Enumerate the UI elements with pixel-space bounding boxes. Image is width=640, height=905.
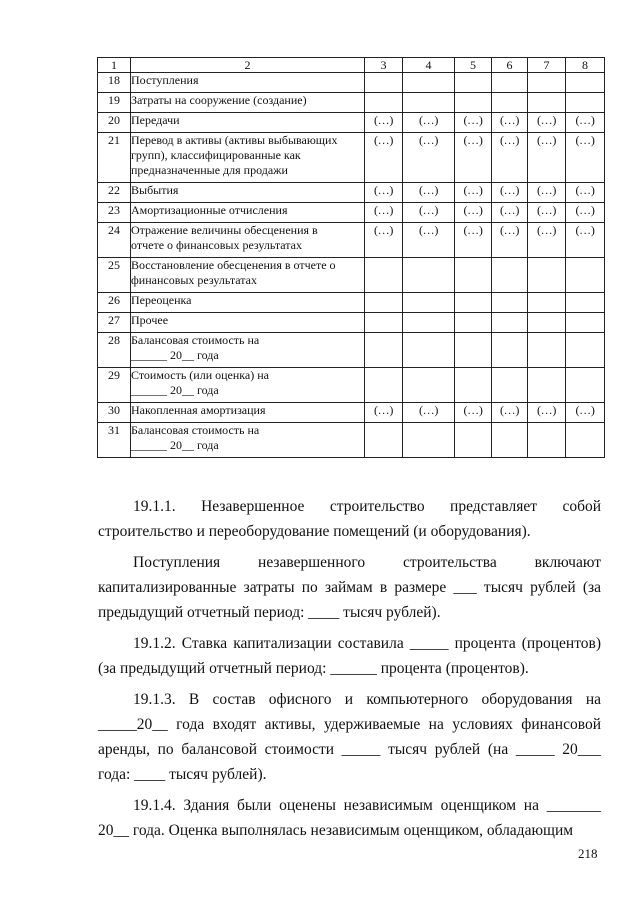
row-number: 27 [98,313,131,333]
value-cell [528,258,566,293]
value-cell: (…) [492,133,528,183]
value-cell: (…) [403,203,455,223]
value-cell: (…) [455,203,492,223]
value-cell [403,293,455,313]
table-row [98,368,605,403]
value-cell: (…) [566,223,605,258]
value-cell [365,258,403,293]
row-label [131,403,365,423]
row-label-line: Выбытия [131,183,179,197]
row-number: 31 [98,423,131,458]
paragraph-19-1-3: 19.1.3. В состав офисного и компьютерного оборудования на _____20__ года входят активы, удерживаемые на условиях финансовой аренды, по балансовой стоимости _____ тысяч рублей (на _____ 20___ года: ____ тысяч рублей). [98,691,601,783]
table-row [98,203,605,223]
value-cell [365,368,403,403]
value-cell: (…) [566,113,605,133]
value-cell [455,368,492,403]
value-cell [492,293,528,313]
value-cell: (…) [528,113,566,133]
value-cell [492,313,528,333]
value-cell [403,333,455,368]
column-header: 1 [98,58,131,73]
value-cell [455,313,492,333]
row-number: 26 [98,293,131,313]
row-number: 30 [98,403,131,423]
value-cell: (…) [566,133,605,183]
value-cell: (…) [403,183,455,203]
value-cell [528,313,566,333]
value-cell: (…) [403,133,455,183]
row-label-line: Перевод в активы (активы выбывающих [131,133,338,147]
row-label-line: ______ 20__ года [131,348,219,362]
value-cell: (…) [365,133,403,183]
value-cell: (…) [455,113,492,133]
value-cell [365,73,403,93]
row-number: 21 [98,133,131,183]
value-cell: (…) [403,223,455,258]
value-cell [528,333,566,368]
value-cell: (…) [365,403,403,423]
table-row [98,258,605,293]
value-cell: (…) [403,403,455,423]
value-cell: (…) [455,183,492,203]
value-cell [528,73,566,93]
row-number: 29 [98,368,131,403]
row-label [131,313,365,333]
row-label [131,203,365,223]
column-header: 6 [492,58,528,73]
value-cell: (…) [528,203,566,223]
value-cell [365,93,403,113]
value-cell [365,333,403,368]
row-label-line: Отражение величины обесценения в [131,223,318,237]
value-cell: (…) [365,223,403,258]
value-cell: (…) [365,183,403,203]
column-header: 4 [403,58,455,73]
row-label-line: отчете о финансовых результатах [131,238,302,252]
body-text [98,494,601,843]
table-row [98,313,605,333]
value-cell [403,73,455,93]
value-cell: (…) [528,183,566,203]
paragraph-19-1-2: 19.1.2. Ставка капитализации составила _____ процента (процентов) (за предыдущий отчетный период: ______ процента (процентов). [98,635,601,677]
value-cell [528,293,566,313]
value-cell [365,293,403,313]
column-header: 2 [131,58,365,73]
row-label-line: финансовых результатах [131,273,257,287]
column-header: 7 [528,58,566,73]
row-label-line: Переоценка [131,293,192,307]
column-header: 8 [566,58,605,73]
value-cell [455,333,492,368]
value-cell: (…) [528,403,566,423]
value-cell: (…) [492,223,528,258]
row-label-line: групп), классифицированные как [131,148,301,162]
value-cell: (…) [455,133,492,183]
row-label-line: ______ 20__ года [131,438,219,452]
value-cell: (…) [492,183,528,203]
table-row [98,293,605,313]
value-cell [492,423,528,458]
row-label-line: Стоимость (или оценка) на [131,368,270,382]
value-cell [492,333,528,368]
row-label-line: Затраты на сооружение (создание) [131,93,307,107]
table-row [98,73,605,93]
table-row [98,403,605,423]
row-label-line: Восстановление обесценения в отчете о [131,258,336,272]
table-row [98,223,605,258]
row-label-line: Амортизационные отчисления [131,203,288,217]
value-cell [528,93,566,113]
value-cell: (…) [528,223,566,258]
row-label-line: Прочее [131,313,169,327]
value-cell [566,73,605,93]
row-label-line: Балансовая стоимость на [131,423,260,437]
fixed-assets-table [97,57,605,458]
row-label [131,293,365,313]
value-cell: (…) [566,203,605,223]
row-number: 23 [98,203,131,223]
value-cell [403,93,455,113]
value-cell: (…) [492,203,528,223]
value-cell [492,93,528,113]
value-cell: (…) [455,223,492,258]
value-cell: (…) [492,403,528,423]
row-number: 24 [98,223,131,258]
value-cell [528,423,566,458]
table-row [98,113,605,133]
row-label [131,73,365,93]
column-header: 5 [455,58,492,73]
row-label [131,223,365,258]
value-cell [492,258,528,293]
row-label-line: Балансовая стоимость на [131,333,260,347]
paragraph-capitalized-costs: Поступления незавершенного строительства включают капитализированные затраты по займам в размере ___ тысяч рублей (за предыдущий отчетный период: ____ тысяч рублей). [98,554,601,621]
row-label [131,368,365,403]
value-cell: (…) [455,403,492,423]
row-label [131,133,365,183]
paragraph-19-1-4: 19.1.4. Здания были оценены независимым оценщиком на _______ 20__ года. Оценка выполнялась независимым оценщиком, обладающим [98,797,601,839]
page-number: 218 [578,846,598,861]
table-row [98,183,605,203]
value-cell [455,93,492,113]
value-cell [566,258,605,293]
table-body [98,73,605,458]
value-cell [492,368,528,403]
value-cell: (…) [566,403,605,423]
row-label [131,113,365,133]
row-label-line: Передачи [131,113,180,127]
row-label-line: Накопленная амортизация [131,403,266,417]
value-cell [403,368,455,403]
table-row [98,133,605,183]
row-label-line: Поступления [131,73,199,87]
value-cell [492,73,528,93]
value-cell [566,333,605,368]
value-cell [566,423,605,458]
value-cell [403,313,455,333]
value-cell: (…) [403,113,455,133]
table-row [98,93,605,113]
value-cell [455,293,492,313]
row-label [131,258,365,293]
value-cell [365,313,403,333]
value-cell [566,368,605,403]
row-number: 22 [98,183,131,203]
row-number: 20 [98,113,131,133]
row-label-line: предназначенные для продажи [131,163,288,177]
value-cell [403,423,455,458]
value-cell [455,423,492,458]
value-cell: (…) [365,203,403,223]
value-cell [566,293,605,313]
value-cell: (…) [365,113,403,133]
value-cell: (…) [528,133,566,183]
row-label [131,333,365,368]
value-cell [403,258,455,293]
row-label [131,93,365,113]
value-cell [455,73,492,93]
row-number: 19 [98,93,131,113]
value-cell: (…) [566,183,605,203]
table-row [98,333,605,368]
row-label [131,183,365,203]
paragraph-19-1-1: 19.1.1. Незавершенное строительство представляет собой строительство и переоборудование помещений (и оборудования). [98,498,601,540]
value-cell [566,313,605,333]
row-number: 28 [98,333,131,368]
row-number: 25 [98,258,131,293]
value-cell [566,93,605,113]
row-number: 18 [98,73,131,93]
row-label-line: ______ 20__ года [131,383,219,397]
table-row [98,423,605,458]
column-header: 3 [365,58,403,73]
row-label [131,423,365,458]
value-cell [365,423,403,458]
table-header-row [98,58,605,73]
value-cell [455,258,492,293]
value-cell [528,368,566,403]
value-cell: (…) [492,113,528,133]
